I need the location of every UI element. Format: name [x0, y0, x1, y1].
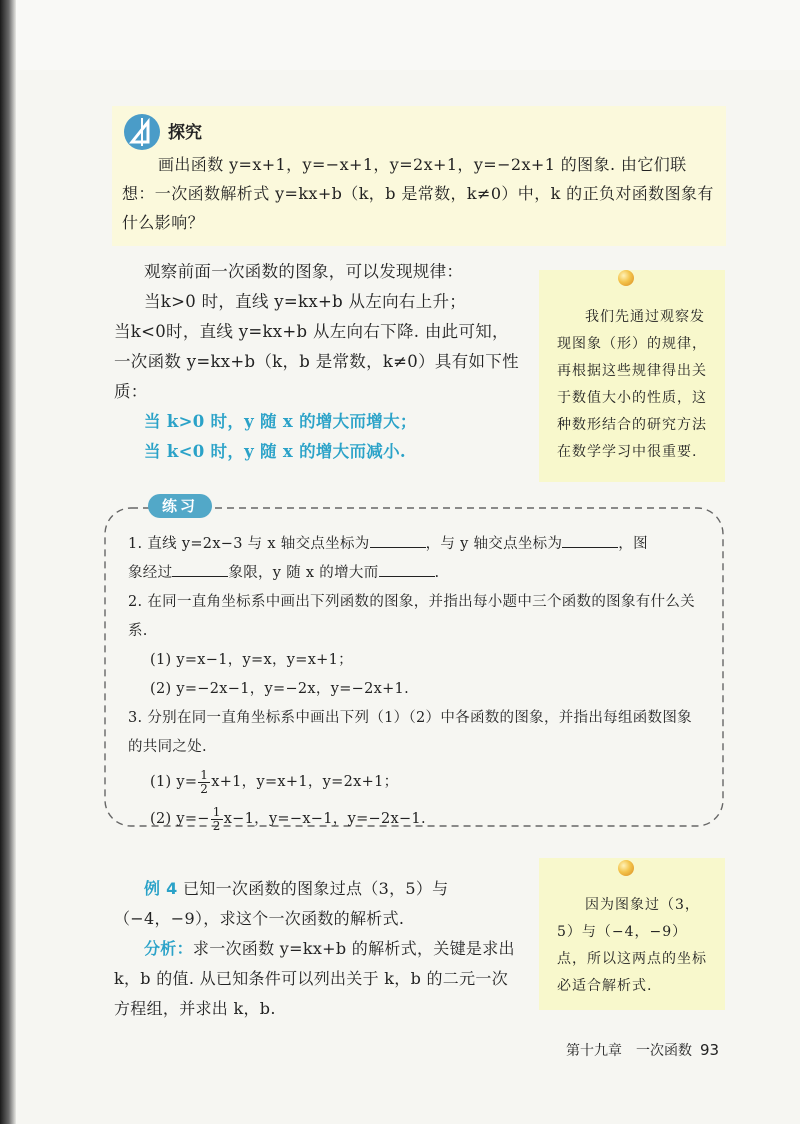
answer-blank[interactable] [562, 533, 618, 548]
pushpin-icon [618, 860, 634, 876]
side-note-2-text: 因为图象过（3，5）与（−4，−9）点，所以这两点的坐标必适合解析式. [557, 897, 707, 994]
book-binding-edge [0, 0, 16, 1124]
analysis-label: 分析： [144, 939, 193, 958]
example-4 [114, 874, 524, 1024]
question-3-part-2: (2) y=− $\frac{1}{2}$ x−1，y=−x−1，y=−2x−1. [150, 804, 426, 833]
side-note-2 [539, 858, 725, 1010]
practice-tab-label: 练习 [148, 494, 212, 518]
analysis-text: 求一次函数 y=kx+b 的解析式，关键是求出 k，b 的值. 从已知条件可以列出关于 k，b 的二元一次方程组，并求出 k，b. [114, 939, 515, 1018]
question-1: 1. 直线 y=2x−3 与 x 轴交点坐标为 ，与 y 轴交点坐标为 ，图 [128, 530, 698, 559]
page-top-margin [16, 0, 800, 70]
page-number: 93 [700, 1041, 720, 1059]
explore-icon [122, 112, 162, 152]
side-note-1-text: 我们先通过观察发现图象（形）的规律，再根据这些规律得出关于数值大小的性质，这种数形结合的研究方法在数学学习中很重要. [557, 309, 707, 460]
example-analysis [114, 934, 524, 1024]
question-1-cont: 象经过 象限，y 随 x 的增大而 . [128, 559, 698, 588]
answer-blank[interactable] [379, 562, 435, 577]
question-2-part-1: (1) y=x−1，y=x，y=x+1； [150, 652, 353, 668]
example-label: 例 4 [144, 879, 178, 898]
answer-blank[interactable] [172, 562, 228, 577]
chapter-title: 第十九章 一次函数 [566, 1043, 692, 1059]
fraction-one-half: $\frac{1}{2}$ [212, 804, 221, 833]
property-rule-2: 当 k<0 时，y 随 x 的增大而减小. [144, 442, 406, 461]
explore-title: 探究 [168, 123, 202, 143]
body-paragraph-2: 当k>0 时，直线 y=kx+b 从左向右上升； [144, 292, 467, 311]
explore-text: 画出函数 y=x+1，y=−x+1，y=2x+1，y=−2x+1 的图象. 由它们联想：一次函数解析式 y=kx+b（k，b 是常数，k≠0）中，k 的正负对函数图象有什么影响？ [122, 155, 714, 232]
body-paragraph-3: 当k<0时，直线 y=kx+b 从左向右下降. 由此可知，一次函数 y=kx+b（k，b 是常数，k≠0）具有如下性质： [114, 322, 519, 401]
main-body [114, 257, 524, 467]
question-2: 2. 在同一直角坐标系中画出下列函数的图象，并指出每小题中三个函数的图象有什么关系. [128, 594, 695, 639]
page-footer [566, 1040, 719, 1060]
question-3-part-1: (1) y= $\frac{1}{2}$ x+1，y=x+1，y=2x+1； [150, 767, 399, 796]
practice-questions [128, 530, 698, 834]
body-paragraph-1: 观察前面一次函数的图象，可以发现规律： [144, 262, 464, 281]
property-rule-1: 当 k>0 时，y 随 x 的增大而增大； [144, 412, 417, 431]
answer-blank[interactable] [370, 533, 426, 548]
example-statement [114, 874, 524, 934]
fraction-one-half: $\frac{1}{2}$ [200, 767, 209, 796]
example-text: 已知一次函数的图象过点（3，5）与（−4，−9），求这个一次函数的解析式. [114, 879, 449, 928]
pushpin-icon [618, 270, 634, 286]
side-note-1 [539, 270, 725, 482]
question-3: 3. 分别在同一直角坐标系中画出下列（1）（2）中各函数的图象，并指出每组函数图象的共同之处. [128, 710, 692, 755]
question-2-part-2: (2) y=−2x−1，y=−2x，y=−2x+1. [150, 681, 409, 697]
